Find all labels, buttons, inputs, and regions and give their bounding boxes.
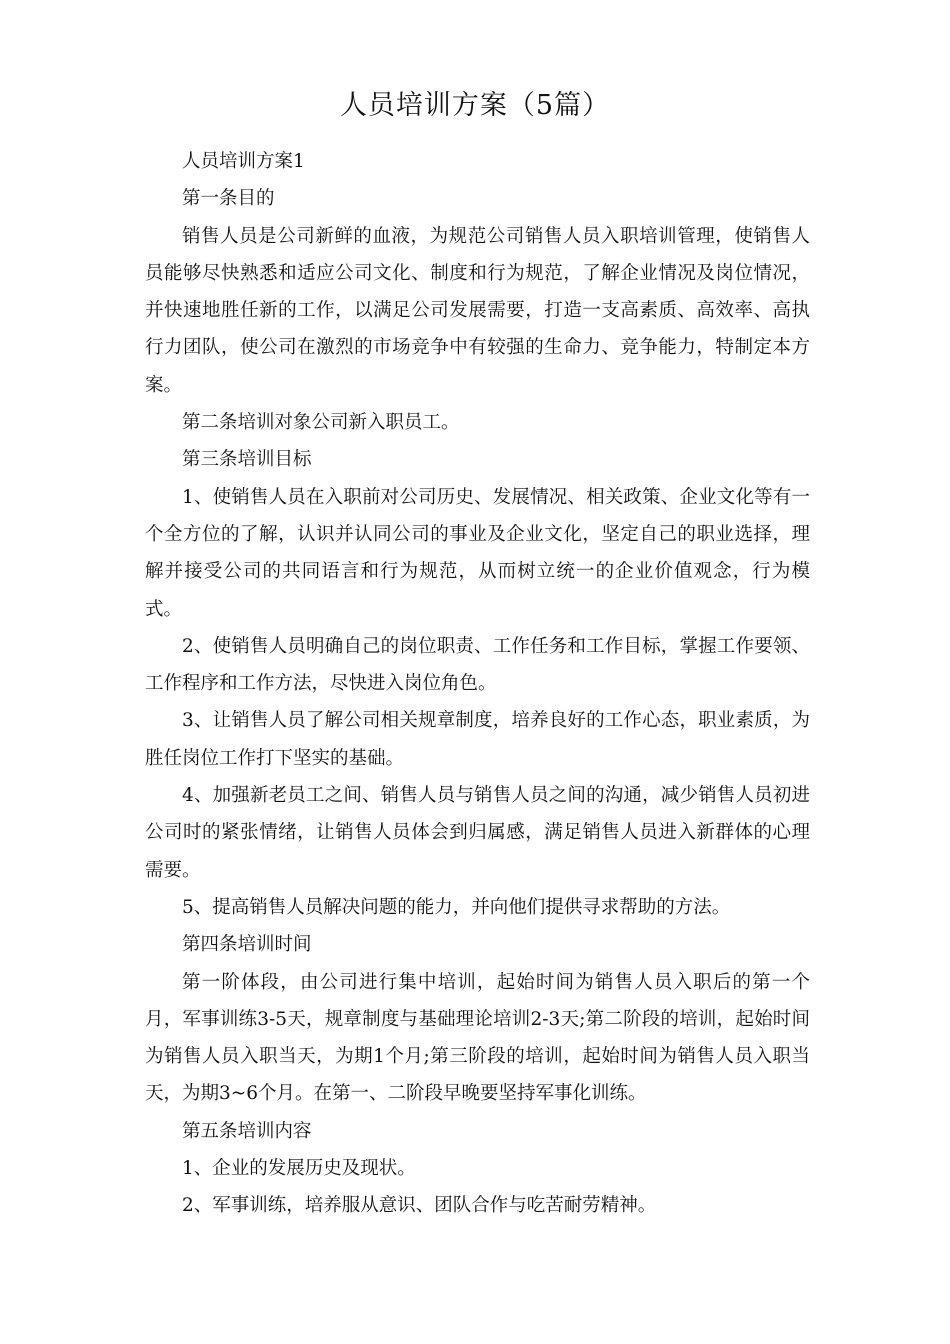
- article-heading: 第三条培训目标: [182, 449, 312, 471]
- body-paragraph: 销售人员是公司新鲜的血液，为规范公司销售人员入职培训管理，使销售人员能够尽快熟悉和适应公司文化、制度和行为规范，了解企业情况及岗位情况，并快速地胜任新的工作，以满足公司发展需要，打造一支高素质、高效率、高执行力团队，使公司在激烈的市场竞争中有较强的生命力、竞争能力，特制定本方案。: [145, 225, 810, 396]
- article-heading: 第一条目的: [182, 188, 275, 210]
- body-paragraph: 3、让销售人员了解公司相关规章制度，培养良好的工作心态，职业素质，为胜任岗位工作打下坚实的基础。: [145, 710, 810, 769]
- body-paragraph: 1、使销售人员在入职前对公司历史、发展情况、相关政策、企业文化等有一个全方位的了解，认识并认同公司的事业及企业文化，坚定自己的职业选择，理解并接受公司的共同语言和行为规范，从而树立统一的企业价值观念，行为模式。: [145, 486, 810, 620]
- article-heading: 第五条培训内容: [182, 1120, 312, 1142]
- body-paragraph: 5、提高销售人员解决问题的能力，并向他们提供寻求帮助的方法。: [182, 896, 731, 918]
- document-title: 人员培训方案（5篇）: [339, 90, 611, 121]
- body-paragraph: 2、使销售人员明确自己的岗位职责、工作任务和工作目标，掌握工作要领、工作程序和工作方法，尽快进入岗位角色。: [145, 635, 810, 695]
- article-heading: 第二条培训对象公司新入职员工。: [182, 412, 460, 434]
- body-paragraph: 4、加强新老员工之间、销售人员与销售人员之间的沟通，减少销售人员初进公司时的紧张情绪，让销售人员体会到归属感，满足销售人员进入新群体的心理需要。: [145, 785, 810, 881]
- document-body: [145, 143, 810, 1225]
- article-heading: 第四条培训时间: [182, 934, 312, 956]
- section-heading: 人员培训方案1: [182, 151, 305, 172]
- list-item: 2、军事训练，培养服从意识、团队合作与吃苦耐劳精神。: [182, 1195, 657, 1217]
- body-paragraph: 第一阶体段，由公司进行集中培训，起始时间为销售人员入职后的第一个月，军事训练3-5天，规章制度与基础理论培训2-3天;第二阶段的培训，起始时间为销售人员入职当天，为期1个月;第三阶段的培训，起始时间为销售人员入职当天，为期3~6个月。在第一、二阶段早晚要坚持军事化训练。: [145, 971, 810, 1105]
- list-item: 1、企业的发展历史及现状。: [182, 1158, 416, 1180]
